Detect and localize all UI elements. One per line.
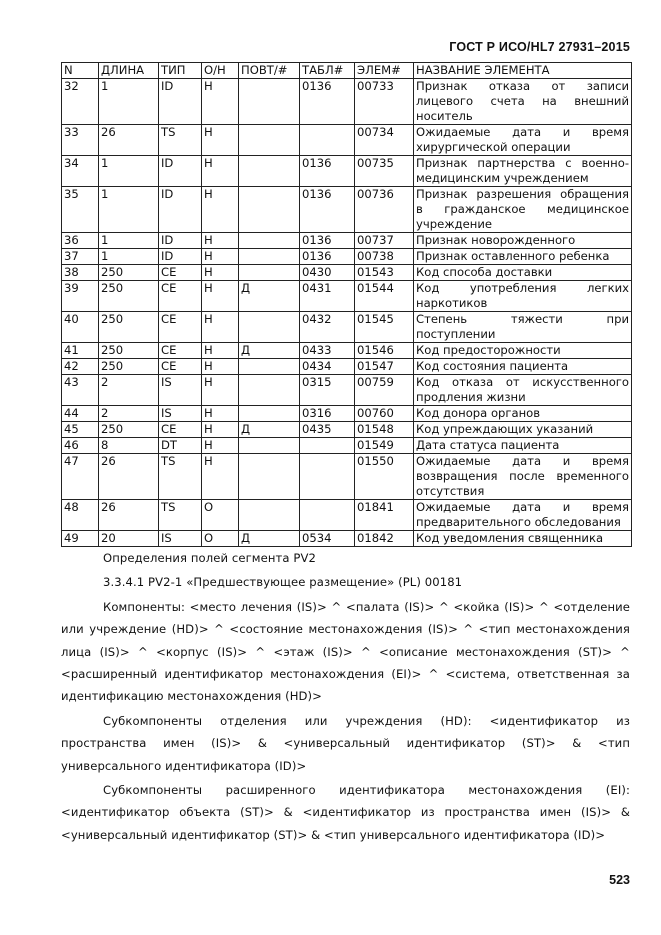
cell-item: 01544 <box>355 281 414 312</box>
cell-item: 00737 <box>355 233 414 249</box>
cell-repeat <box>239 406 300 422</box>
table-row <box>62 343 632 359</box>
cell-length: 26 <box>99 125 159 156</box>
cell-n: 42 <box>62 359 99 375</box>
cell-table: 0431 <box>300 281 355 312</box>
cell-element-name: Степень тяжести при поступлении <box>414 312 632 343</box>
col-header-opt: О/Н <box>202 63 239 79</box>
cell-type: TS <box>159 500 202 531</box>
cell-table: 0136 <box>300 249 355 265</box>
cell-type: CE <box>159 312 202 343</box>
cell-element-name: Признак разрешения обращения в гражданское медицинское учреждение <box>414 187 632 233</box>
cell-element-name: Код уведомления священника <box>414 531 632 547</box>
col-header-n: N <box>62 63 99 79</box>
cell-type: CE <box>159 343 202 359</box>
cell-table: 0430 <box>300 265 355 281</box>
cell-opt: Н <box>202 156 239 187</box>
cell-table: 0136 <box>300 79 355 125</box>
cell-opt: Н <box>202 249 239 265</box>
cell-type: CE <box>159 281 202 312</box>
cell-length: 2 <box>99 406 159 422</box>
cell-opt: Н <box>202 187 239 233</box>
table-row <box>62 500 632 531</box>
cell-length: 2 <box>99 375 159 406</box>
table-row <box>62 454 632 500</box>
cell-type: IS <box>159 406 202 422</box>
table-row <box>62 187 632 233</box>
cell-element-name: Ожидаемые дата и время хирургической операции <box>414 125 632 156</box>
cell-repeat: Д <box>239 343 300 359</box>
cell-repeat <box>239 454 300 500</box>
cell-length: 1 <box>99 79 159 125</box>
cell-item: 01545 <box>355 312 414 343</box>
cell-element-name: Признак отказа от записи лицевого счета на внешний носитель <box>414 79 632 125</box>
hd-subcomponents-paragraph: Субкомпоненты отделения или учреждения (HD): <идентификатор из пространства имен (IS)> & <универсальный идентификатор (ST)> & <тип универсального идентификатора (ID)> <box>61 713 630 773</box>
cell-table: 0433 <box>300 343 355 359</box>
cell-repeat <box>239 79 300 125</box>
table-row <box>62 422 632 438</box>
cell-item: 01546 <box>355 343 414 359</box>
cell-repeat: Д <box>239 531 300 547</box>
table-row <box>62 156 632 187</box>
cell-repeat <box>239 187 300 233</box>
cell-type: ID <box>159 249 202 265</box>
cell-opt: Н <box>202 281 239 312</box>
cell-n: 40 <box>62 312 99 343</box>
ei-subcomponents-paragraph: Субкомпоненты расширенного идентификатора местонахождения (EI): <идентификатор объекта (ST)> & <идентификатор из пространства имен (IS)> & <универсальный идентификатор (ST)> & <тип универсального идентификатора (ID)> <box>61 783 630 842</box>
cell-table <box>300 500 355 531</box>
cell-n: 36 <box>62 233 99 249</box>
col-header-length: ДЛИНА <box>99 63 159 79</box>
cell-type: CE <box>159 265 202 281</box>
cell-table: 0534 <box>300 531 355 547</box>
cell-repeat <box>239 312 300 343</box>
table-row <box>62 233 632 249</box>
cell-n: 41 <box>62 343 99 359</box>
cell-item: 00734 <box>355 125 414 156</box>
col-header-item: ЭЛЕМ# <box>355 63 414 79</box>
cell-item: 01841 <box>355 500 414 531</box>
cell-length: 1 <box>99 156 159 187</box>
document-header: ГОСТ Р ИСО/HL7 27931–2015 <box>449 40 630 54</box>
cell-n: 47 <box>62 454 99 500</box>
table-row <box>62 281 632 312</box>
components-paragraph: Компоненты: <место лечения (IS)> ^ <палата (IS)> ^ <койка (IS)> ^ <отделение или учреждение (HD)> ^ <состояние местонахождения (IS)> ^ <тип местонахождения лица (IS)> ^ <корпус (IS)> ^ <этаж (IS)> ^ <описание местонахождения (ST)> ^ <расширенный идентификатор местонахождения (EI)> ^ <система, ответственная за идентификацию местонахождения (HD)> <box>61 599 630 704</box>
table-row <box>62 125 632 156</box>
cell-n: 45 <box>62 422 99 438</box>
cell-type: ID <box>159 156 202 187</box>
cell-n: 32 <box>62 79 99 125</box>
cell-n: 49 <box>62 531 99 547</box>
cell-element-name: Код употребления легких наркотиков <box>414 281 632 312</box>
cell-element-name: Дата статуса пациента <box>414 438 632 454</box>
cell-type: CE <box>159 359 202 375</box>
cell-repeat <box>239 249 300 265</box>
section-intro: Определения полей сегмента PV2 <box>103 551 317 565</box>
cell-item: 00733 <box>355 79 414 125</box>
cell-length: 26 <box>99 454 159 500</box>
cell-n: 48 <box>62 500 99 531</box>
cell-repeat: Д <box>239 281 300 312</box>
cell-opt: Н <box>202 375 239 406</box>
cell-n: 34 <box>62 156 99 187</box>
cell-repeat <box>239 359 300 375</box>
cell-item: 00760 <box>355 406 414 422</box>
cell-table: 0315 <box>300 375 355 406</box>
cell-n: 46 <box>62 438 99 454</box>
cell-length: 26 <box>99 500 159 531</box>
cell-type: ID <box>159 79 202 125</box>
table-row <box>62 406 632 422</box>
cell-opt: Н <box>202 343 239 359</box>
cell-type: IS <box>159 375 202 406</box>
cell-n: 44 <box>62 406 99 422</box>
cell-n: 37 <box>62 249 99 265</box>
cell-element-name: Код предосторожности <box>414 343 632 359</box>
cell-repeat <box>239 265 300 281</box>
section-heading: 3.3.4.1 PV2-1 «Предшествующее размещение» (PL) 00181 <box>103 575 463 590</box>
cell-item: 01842 <box>355 531 414 547</box>
cell-item: 01548 <box>355 422 414 438</box>
segment-fields-table <box>61 62 632 547</box>
cell-item: 00738 <box>355 249 414 265</box>
cell-element-name: Признак новорожденного <box>414 233 632 249</box>
cell-element-name: Признак партнерства с военно-медицинским учреждением <box>414 156 632 187</box>
cell-opt: Н <box>202 406 239 422</box>
cell-item: 01550 <box>355 454 414 500</box>
cell-table <box>300 438 355 454</box>
cell-type: TS <box>159 125 202 156</box>
cell-table: 0435 <box>300 422 355 438</box>
table-row <box>62 375 632 406</box>
cell-n: 33 <box>62 125 99 156</box>
cell-type: DT <box>159 438 202 454</box>
cell-repeat <box>239 156 300 187</box>
cell-opt: Н <box>202 454 239 500</box>
table-row <box>62 359 632 375</box>
cell-item: 01549 <box>355 438 414 454</box>
cell-table: 0432 <box>300 312 355 343</box>
cell-opt: Н <box>202 79 239 125</box>
cell-element-name: Ожидаемые дата и время возвращения после временного отсутствия <box>414 454 632 500</box>
cell-type: TS <box>159 454 202 500</box>
table-row <box>62 438 632 454</box>
cell-element-name: Код способа доставки <box>414 265 632 281</box>
body-text <box>61 547 630 848</box>
cell-element-name: Ожидаемые дата и время предварительного обследования <box>414 500 632 531</box>
cell-item: 00735 <box>355 156 414 187</box>
cell-length: 250 <box>99 343 159 359</box>
col-header-element-name: НАЗВАНИЕ ЭЛЕМЕНТА <box>414 63 632 79</box>
cell-length: 250 <box>99 265 159 281</box>
cell-element-name: Признак оставленного ребенка <box>414 249 632 265</box>
table-row <box>62 79 632 125</box>
cell-length: 1 <box>99 233 159 249</box>
table-row <box>62 265 632 281</box>
cell-opt: Н <box>202 312 239 343</box>
cell-table <box>300 454 355 500</box>
col-header-type: ТИП <box>159 63 202 79</box>
cell-table: 0136 <box>300 187 355 233</box>
cell-table: 0316 <box>300 406 355 422</box>
page-number: 523 <box>609 873 630 887</box>
cell-item: 00736 <box>355 187 414 233</box>
cell-opt: О <box>202 531 239 547</box>
cell-table <box>300 125 355 156</box>
cell-length: 20 <box>99 531 159 547</box>
col-header-repeat: ПОВТ/# <box>239 63 300 79</box>
cell-opt: О <box>202 500 239 531</box>
cell-opt: Н <box>202 125 239 156</box>
table-row <box>62 531 632 547</box>
cell-repeat <box>239 375 300 406</box>
cell-opt: Н <box>202 265 239 281</box>
cell-element-name: Код донора органов <box>414 406 632 422</box>
cell-table: 0434 <box>300 359 355 375</box>
table-row <box>62 249 632 265</box>
cell-type: ID <box>159 187 202 233</box>
cell-length: 250 <box>99 359 159 375</box>
cell-opt: Н <box>202 422 239 438</box>
cell-repeat <box>239 438 300 454</box>
cell-n: 35 <box>62 187 99 233</box>
cell-item: 00759 <box>355 375 414 406</box>
cell-length: 250 <box>99 281 159 312</box>
cell-type: IS <box>159 531 202 547</box>
table-header-row <box>62 63 632 79</box>
table-body <box>62 79 632 547</box>
cell-length: 1 <box>99 187 159 233</box>
cell-n: 43 <box>62 375 99 406</box>
cell-item: 01543 <box>355 265 414 281</box>
cell-opt: Н <box>202 438 239 454</box>
cell-repeat <box>239 233 300 249</box>
cell-element-name: Код упреждающих указаний <box>414 422 632 438</box>
cell-length: 8 <box>99 438 159 454</box>
cell-length: 250 <box>99 422 159 438</box>
cell-type: ID <box>159 233 202 249</box>
cell-table: 0136 <box>300 233 355 249</box>
cell-element-name: Код отказа от искусственного продления жизни <box>414 375 632 406</box>
cell-repeat: Д <box>239 422 300 438</box>
cell-length: 1 <box>99 249 159 265</box>
cell-repeat <box>239 125 300 156</box>
cell-type: CE <box>159 422 202 438</box>
cell-n: 39 <box>62 281 99 312</box>
col-header-table: ТАБЛ# <box>300 63 355 79</box>
cell-n: 38 <box>62 265 99 281</box>
cell-item: 01547 <box>355 359 414 375</box>
cell-repeat <box>239 500 300 531</box>
cell-opt: Н <box>202 359 239 375</box>
cell-table: 0136 <box>300 156 355 187</box>
cell-length: 250 <box>99 312 159 343</box>
cell-opt: Н <box>202 233 239 249</box>
cell-element-name: Код состояния пациента <box>414 359 632 375</box>
table-row <box>62 312 632 343</box>
